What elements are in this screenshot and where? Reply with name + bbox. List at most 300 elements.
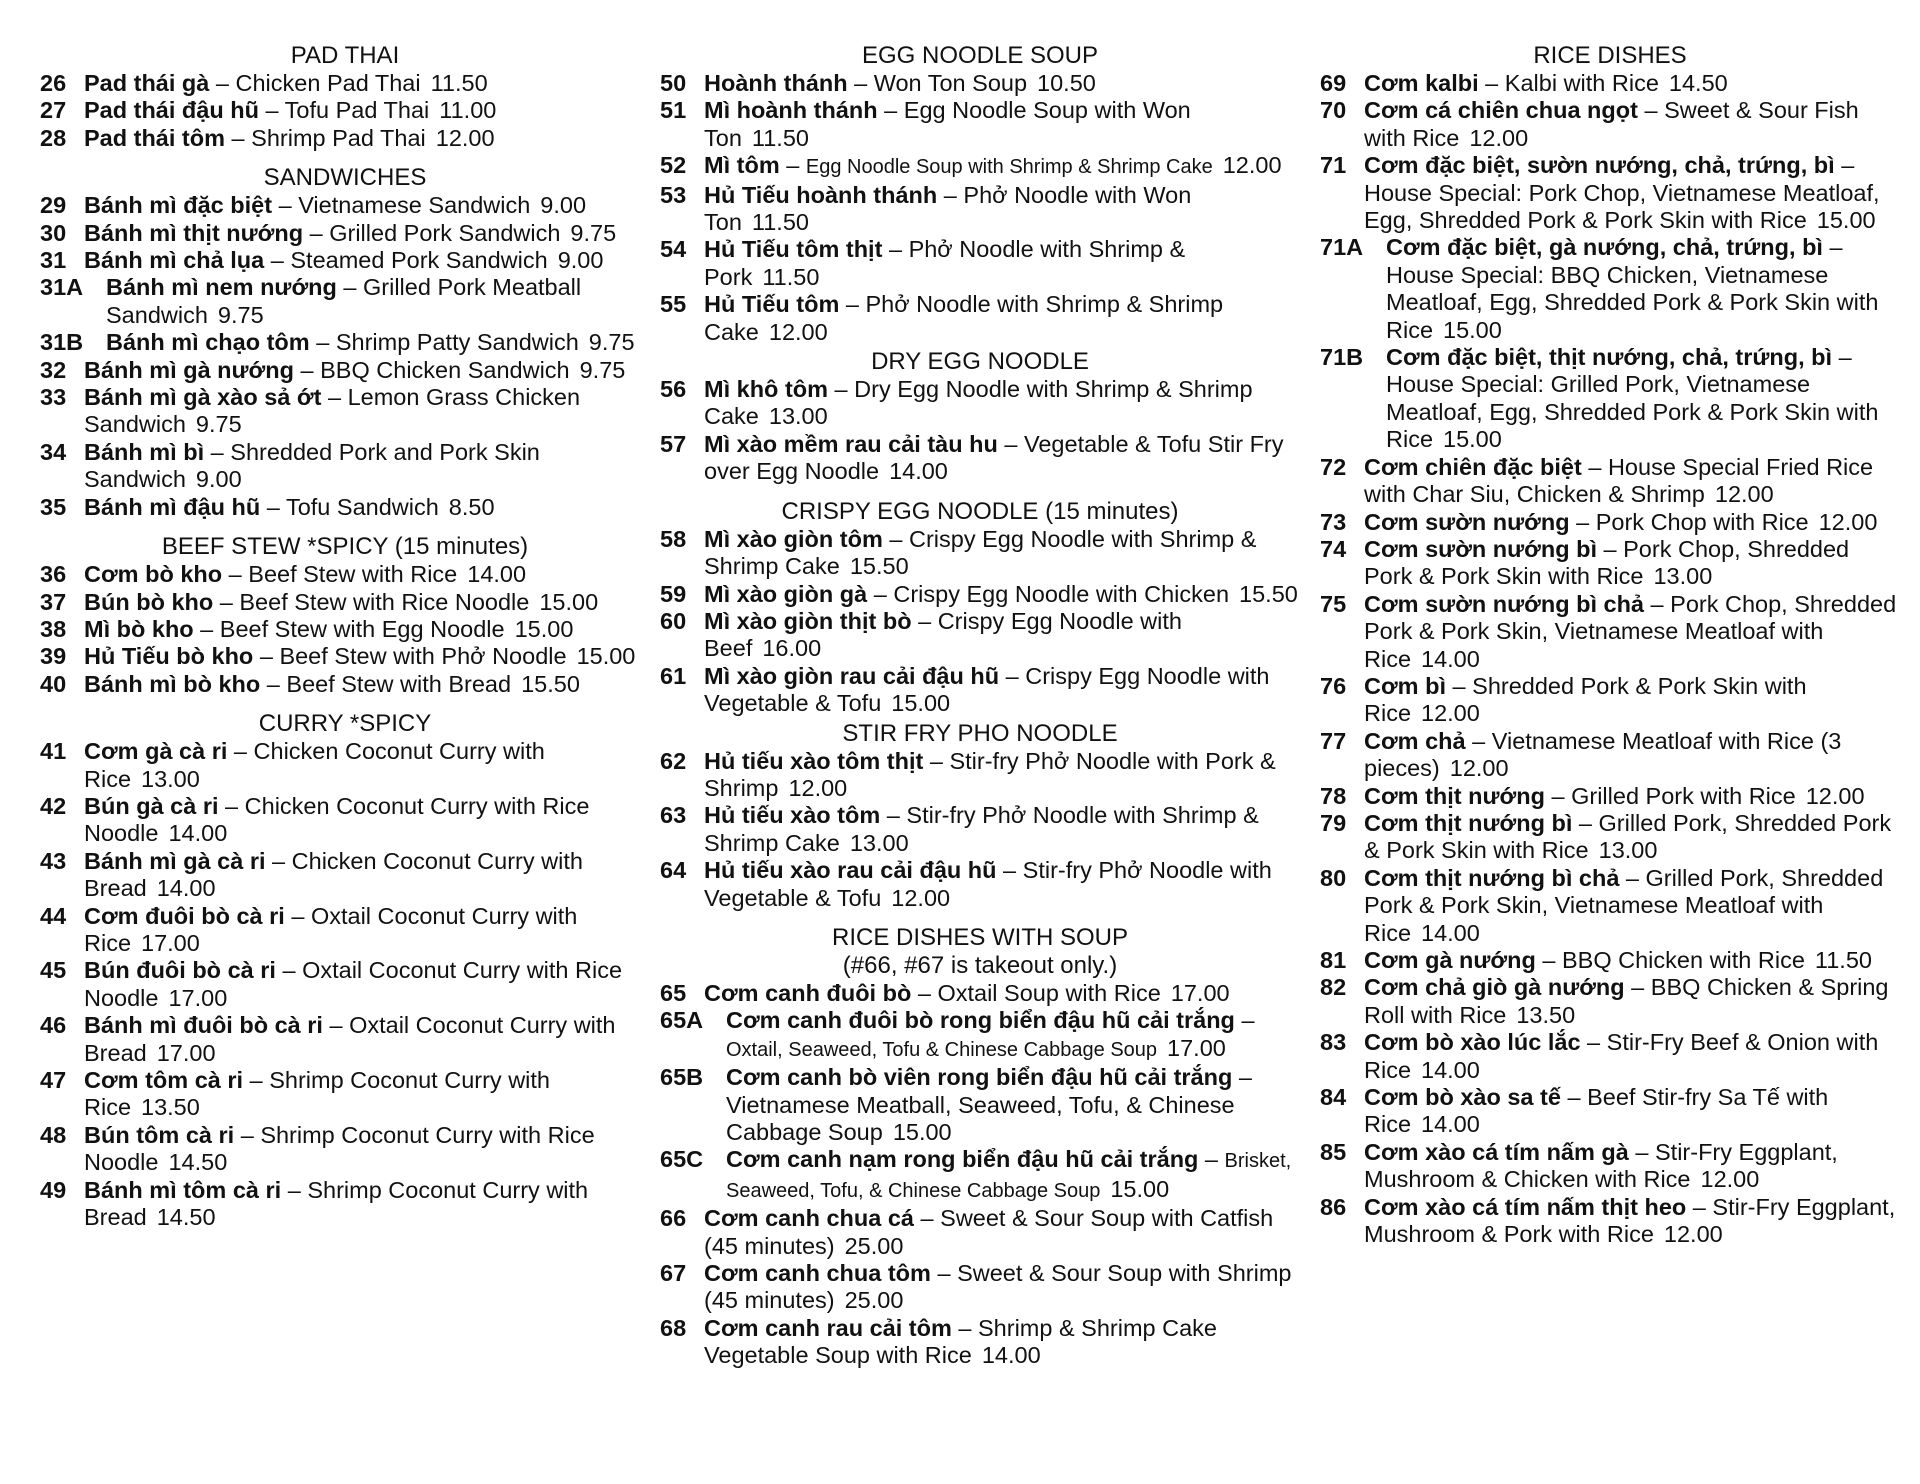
item-body: Mì xào giòn tôm – Crispy Egg Noodle with Shrimp & Shrimp Cake 15.50 [704, 525, 1257, 580]
item-vietnamese-name: Mì xào giòn tôm [704, 525, 883, 552]
item-price: 14.00 [1421, 645, 1480, 672]
item-body: Bún gà cà ri – Chicken Coconut Curry with Rice Noodle 14.00 [84, 792, 590, 847]
item-vietnamese-name: Bánh mì đuôi bò cà ri [84, 1012, 323, 1039]
item-number: 53 [660, 181, 687, 208]
menu-section [660, 348, 1300, 486]
item-body: Cơm cá chiên chua ngọt – Sweet & Sour Fish with Rice 12.00 [1364, 97, 1859, 151]
item-body: Cơm canh chua tôm – Sweet & Sour Soup with Shrimp (45 minutes) 25.00 [704, 1260, 1292, 1314]
item-price: 16.00 [762, 635, 822, 662]
item-body: Bánh mì thịt nướng – Grilled Pork Sandwich 9.75 [84, 219, 617, 246]
item-number: 83 [1320, 1029, 1347, 1056]
menu-item [660, 802, 1300, 857]
menu-item [1320, 536, 1900, 591]
item-number: 50 [660, 70, 687, 96]
item-vietnamese-name: Cơm thịt nướng [1364, 782, 1545, 809]
item-number: 80 [1320, 864, 1347, 891]
menu-item [660, 526, 1300, 581]
menu-item [40, 220, 650, 247]
menu-item [660, 1260, 1300, 1315]
item-description: Shredded Pork and Pork Skin Sandwich [84, 438, 540, 493]
item-number: 27 [40, 97, 67, 124]
item-number: 37 [40, 588, 67, 615]
item-description: Dry Egg Noodle with Shrimp & Shrimp Cake [704, 376, 1253, 430]
menu-section [40, 42, 650, 152]
menu-item [660, 980, 1300, 1007]
section-title: SANDWICHES [263, 164, 427, 192]
item-number: 32 [40, 356, 67, 383]
item-vietnamese-name: Cơm canh đuôi bò rong biển đậu hũ cải trắng [726, 1007, 1235, 1034]
item-number: 62 [660, 747, 687, 774]
item-description: Vietnamese Sandwich [298, 192, 531, 219]
menu-item [40, 738, 650, 793]
item-number: 44 [40, 902, 67, 929]
menu-item [40, 329, 650, 356]
item-description: Stir-Fry Eggplant, Mushroom & Pork with Rice [1364, 1193, 1896, 1248]
item-number: 70 [1320, 97, 1347, 124]
item-vietnamese-name: Cơm gà cà ri [84, 738, 228, 765]
item-price: 17.00 [168, 984, 228, 1011]
item-price: 11.50 [430, 70, 488, 96]
item-price: 14.50 [156, 1204, 216, 1231]
item-body: Cơm đặc biệt, sườn nướng, chả, trứng, bì – House Special: Pork Chop, Vietnamese Meatloaf, Egg, Shredded Pork & Pork Skin with Rice 15.00 [1364, 152, 1880, 234]
item-vietnamese-name: Mì xào giòn rau cải đậu hũ [704, 662, 1000, 689]
menu-item [40, 848, 650, 903]
item-description: Pork Chop with Rice [1595, 508, 1809, 535]
item-price: 9.75 [195, 411, 242, 438]
item-number: 42 [40, 792, 67, 819]
item-vietnamese-name: Bún gà cà ri [84, 792, 219, 819]
item-vietnamese-name: Mì hoành thánh [704, 97, 878, 124]
menu-item [40, 274, 650, 329]
item-vietnamese-name: Cơm canh bò viên rong biển đậu hũ cải trắng [726, 1064, 1233, 1091]
item-price: 12.00 [435, 124, 495, 151]
item-vietnamese-name: Mì bò kho [84, 615, 194, 642]
item-vietnamese-name: Bánh mì gà cà ri [84, 847, 266, 874]
item-number: 86 [1320, 1193, 1347, 1220]
item-price: 12.00 [1469, 124, 1529, 151]
item-body: Cơm chiên đặc biệt – House Special Fried Rice with Char Siu, Chicken & Shrimp 12.00 [1364, 453, 1874, 508]
item-vietnamese-name: Bánh mì bò kho [84, 670, 261, 697]
menu-item [1320, 97, 1900, 152]
item-body: Cơm chả – Vietnamese Meatloaf with Rice (3 pieces) 12.00 [1364, 727, 1842, 782]
item-vietnamese-name: Hủ tiếu xào tôm thịt [704, 747, 924, 774]
item-description: Beef Stir-fry Sa Tế with Rice [1364, 1084, 1829, 1138]
item-number: 67 [660, 1260, 687, 1287]
item-price: 15.00 [1443, 426, 1502, 453]
item-body: Hủ Tiếu bò kho – Beef Stew with Phở Noodle 15.00 [84, 643, 636, 670]
section-title: CURRY *SPICY [258, 710, 432, 738]
item-description: Crispy Egg Noodle with Chicken [893, 580, 1230, 607]
item-price: 15.00 [1816, 207, 1876, 234]
item-body: Mì tôm – Egg Noodle Soup with Shrimp & Shrimp Cake 12.00 [704, 152, 1282, 179]
menu-item [660, 431, 1300, 486]
item-body: Cơm bò xào lúc lắc – Stir-Fry Beef & Onion with Rice 14.00 [1364, 1029, 1879, 1083]
menu-item [40, 616, 650, 643]
item-number: 65A [660, 1007, 704, 1034]
item-price: 8.50 [448, 493, 495, 520]
item-number: 56 [660, 376, 687, 403]
item-body: Cơm canh đuôi bò – Oxtail Soup with Rice 17.00 [704, 979, 1230, 1006]
item-vietnamese-name: Hủ Tiếu tôm [704, 291, 840, 318]
item-number: 79 [1320, 809, 1347, 836]
item-price: 15.00 [891, 690, 951, 717]
item-description: House Special: Pork Chop, Vietnamese Meatloaf, Egg, Shredded Pork & Pork Skin with Rice [1364, 179, 1880, 234]
item-body: Mì xào giòn thịt bò – Crispy Egg Noodle with Beef 16.00 [704, 607, 1182, 662]
menu-section [660, 924, 1300, 1370]
item-body: Hủ Tiếu tôm thịt – Phở Noodle with Shrimp & Pork 11.50 [704, 236, 1186, 290]
menu-item [40, 957, 650, 1012]
item-price: 14.00 [889, 458, 948, 485]
item-description: Lemon Grass Chicken Sandwich [84, 384, 581, 438]
section-title: CRISPY EGG NOODLE (15 minutes) [781, 497, 1179, 525]
menu-item [660, 1146, 1300, 1205]
menu-item [660, 376, 1300, 431]
item-body: Cơm canh nạm rong biển đậu hũ cải trắng – Brisket, Seaweed, Tofu, & Chinese Cabbage Soup 15.00 [726, 1146, 1292, 1202]
item-description: Sweet & Sour Soup with Catfish (45 minutes) [704, 1205, 1274, 1259]
menu-item [660, 1315, 1300, 1370]
item-price: 9.75 [570, 219, 617, 246]
item-number: 35 [40, 493, 67, 520]
item-number: 49 [40, 1176, 67, 1203]
item-body: Bánh mì gà cà ri – Chicken Coconut Curry with Bread 14.00 [84, 847, 583, 902]
item-body: Cơm kalbi – Kalbi with Rice 14.50 [1364, 70, 1728, 96]
item-price: 15.50 [1239, 580, 1298, 607]
item-number: 31B [40, 329, 84, 356]
item-number: 63 [660, 802, 687, 829]
item-body: Bún đuôi bò cà ri – Oxtail Coconut Curry with Rice Noodle 17.00 [84, 957, 623, 1011]
item-body: Cơm xào cá tím nấm thịt heo – Stir-Fry Eggplant, Mushroom & Pork with Rice 12.00 [1364, 1193, 1896, 1248]
item-price: 14.00 [981, 1342, 1041, 1369]
item-body: Bánh mì bò kho – Beef Stew with Bread 15.50 [84, 670, 580, 697]
item-price: 15.00 [539, 588, 599, 615]
item-number: 51 [660, 97, 687, 124]
item-description: Crispy Egg Noodle with Beef [704, 607, 1182, 662]
item-body: Cơm thịt nướng bì chả – Grilled Pork, Shredded Pork & Pork Skin, Vietnamese Meatloaf with Rice 14.00 [1364, 864, 1884, 946]
menu-item [660, 1205, 1300, 1260]
menu-item [40, 671, 650, 698]
item-vietnamese-name: Cơm bò xào lúc lắc [1364, 1029, 1581, 1056]
item-price: 11.50 [751, 209, 809, 236]
item-vietnamese-name: Bánh mì tôm cà ri [84, 1176, 282, 1203]
item-body: Bánh mì bì – Shredded Pork and Pork Skin Sandwich 9.00 [84, 438, 540, 493]
item-description: Grilled Pork, Shredded Pork & Pork Skin with Rice [1364, 809, 1892, 864]
item-vietnamese-name: Bánh mì thịt nướng [84, 219, 304, 246]
item-price: 9.75 [579, 356, 626, 383]
item-body: Cơm xào cá tím nấm gà – Stir-Fry Eggplant, Mushroom & Chicken with Rice 12.00 [1364, 1138, 1838, 1193]
menu-item [40, 439, 650, 494]
item-vietnamese-name: Mì tôm [704, 152, 780, 179]
item-body: Hủ tiếu xào tôm thịt – Stir-fry Phở Noodle with Pork & Shrimp 12.00 [704, 747, 1276, 801]
item-number: 71A [1320, 234, 1364, 261]
item-vietnamese-name: Cơm xào cá tím nấm thịt heo [1364, 1193, 1687, 1220]
item-description: Phở Noodle with Won Ton [704, 181, 1192, 236]
item-number: 41 [40, 738, 67, 765]
section-subtitle: (#66, #67 is takeout only.) [842, 951, 1118, 979]
item-price: 13.00 [849, 829, 909, 856]
item-price: 12.00 [768, 318, 828, 345]
item-number: 71B [1320, 344, 1364, 371]
item-vietnamese-name: Cơm chiên đặc biệt [1364, 453, 1582, 480]
item-vietnamese-name: Bánh mì đậu hũ [84, 493, 261, 520]
menu-item [660, 1064, 1300, 1146]
item-vietnamese-name: Bánh mì bì [84, 438, 205, 465]
item-vietnamese-name: Cơm bì [1364, 672, 1446, 699]
item-body: Cơm bì – Shredded Pork & Pork Skin with Rice 12.00 [1364, 672, 1807, 727]
item-description: Oxtail Coconut Curry with Rice [84, 902, 578, 956]
item-price: 15.50 [521, 670, 580, 697]
menu-item [40, 247, 650, 274]
menu-item [1320, 454, 1900, 509]
item-body: Bánh mì đặc biệt – Vietnamese Sandwich 9.00 [84, 192, 587, 219]
menu-item [40, 97, 650, 124]
menu-section [660, 42, 1300, 346]
item-body: Bún tôm cà ri – Shrimp Coconut Curry with Rice Noodle 14.50 [84, 1121, 595, 1176]
item-price: 14.00 [156, 875, 216, 902]
item-vietnamese-name: Cơm bò kho [84, 561, 223, 588]
item-price: 25.00 [844, 1232, 904, 1259]
menu-item [40, 1177, 650, 1232]
item-vietnamese-name: Bún đuôi bò cà ri [84, 957, 276, 984]
item-vietnamese-name: Bún bò kho [84, 588, 214, 615]
item-vietnamese-name: Hủ Tiếu tôm thịt [704, 236, 883, 263]
item-body: Hủ tiếu xào rau cải đậu hũ – Stir-fry Phở Noodle with Vegetable & Tofu 12.00 [704, 857, 1272, 911]
item-price: 12.00 [788, 774, 848, 801]
menu-item [40, 1122, 650, 1177]
item-price: 13.00 [141, 765, 200, 792]
menu-item [40, 561, 650, 588]
item-vietnamese-name: Cơm xào cá tím nấm gà [1364, 1138, 1629, 1165]
section-title: PAD THAI [290, 42, 400, 69]
item-description: Chicken Coconut Curry with Rice Noodle [84, 792, 590, 847]
menu-item [1320, 1029, 1900, 1084]
menu-item [1320, 1084, 1900, 1139]
item-price: 13.00 [1653, 563, 1713, 590]
item-price: 9.00 [557, 247, 604, 274]
item-number: 58 [660, 525, 687, 552]
item-price: 11.50 [762, 263, 820, 290]
item-vietnamese-name: Cơm sườn nướng bì [1364, 535, 1597, 562]
item-description: Pork Chop, Shredded Pork & Pork Skin with Rice [1364, 535, 1850, 590]
menu-item [40, 357, 650, 384]
item-price: 12.00 [1222, 152, 1282, 179]
item-vietnamese-name: Cơm đặc biệt, thịt nướng, chả, trứng, bì [1386, 344, 1833, 371]
menu-item [660, 236, 1300, 291]
section-title: STIR FRY PHO NOODLE [842, 719, 1118, 747]
menu-item [1320, 947, 1900, 974]
item-description: Brisket, Seaweed, Tofu, & Chinese Cabbage Soup [726, 1150, 1292, 1202]
item-body: Cơm sườn nướng bì chả – Pork Chop, Shredded Pork & Pork Skin, Vietnamese Meatloaf with Rice 14.00 [1364, 590, 1897, 672]
item-body: Pad thái đậu hũ – Tofu Pad Thai 11.00 [84, 97, 497, 124]
item-price: 10.50 [1037, 70, 1096, 96]
item-number: 66 [660, 1205, 687, 1232]
item-description: Phở Noodle with Shrimp & Pork [704, 236, 1186, 290]
item-price: 13.00 [768, 403, 828, 430]
item-number: 81 [1320, 947, 1347, 973]
item-vietnamese-name: Cơm chả [1364, 727, 1466, 754]
item-number: 36 [40, 561, 67, 588]
item-description: Oxtail Soup with Rice [937, 979, 1161, 1006]
menu-item [660, 857, 1300, 912]
menu-item [1320, 591, 1900, 673]
item-vietnamese-name: Bánh mì nem nướng [106, 274, 337, 301]
item-number: 84 [1320, 1084, 1347, 1111]
item-vietnamese-name: Cơm tôm cà ri [84, 1067, 244, 1093]
menu-item [660, 291, 1300, 346]
item-vietnamese-name: Cơm kalbi [1364, 70, 1479, 96]
item-vietnamese-name: Mì xào giòn thịt bò [704, 607, 912, 634]
item-description: House Special: BBQ Chicken, Vietnamese Meatloaf, Egg, Shredded Pork & Pork Skin with Rice [1386, 261, 1879, 343]
item-body: Hủ Tiếu tôm – Phở Noodle with Shrimp & Shrimp Cake 12.00 [704, 291, 1224, 345]
item-description: Shrimp Pad Thai [251, 124, 426, 151]
item-description: Shrimp Coconut Curry with Bread [84, 1176, 589, 1231]
item-body: Mì xào giòn gà – Crispy Egg Noodle with Chicken 15.50 [704, 580, 1298, 607]
item-description: Oxtail Coconut Curry with Bread [84, 1012, 616, 1066]
menu-item [40, 589, 650, 616]
item-description: Tofu Pad Thai [284, 97, 430, 124]
menu-item [40, 1067, 650, 1122]
menu-item [660, 1007, 1300, 1064]
item-body: Bún bò kho – Beef Stew with Rice Noodle 15.00 [84, 588, 599, 615]
item-price: 17.00 [1167, 1034, 1226, 1061]
menu-item [40, 125, 650, 152]
section-title: EGG NOODLE SOUP [861, 42, 1099, 69]
item-price: 12.00 [1805, 782, 1865, 809]
item-body: Mì xào giòn rau cải đậu hũ – Crispy Egg Noodle with Vegetable & Tofu 15.00 [704, 662, 1270, 717]
item-body: Mì hoành thánh – Egg Noodle Soup with Won Ton 11.50 [704, 97, 1191, 151]
item-number: 31 [40, 247, 67, 274]
item-description: Pork Chop, Shredded Pork & Pork Skin, Vietnamese Meatloaf with Rice [1364, 590, 1897, 672]
item-description: BBQ Chicken Sandwich [320, 356, 570, 383]
menu-item [1320, 974, 1900, 1029]
item-price: 9.75 [217, 301, 264, 328]
item-description: Chicken Coconut Curry with Rice [84, 738, 545, 792]
item-vietnamese-name: Hủ tiếu xào rau cải đậu hũ [704, 857, 997, 884]
menu-item [1320, 673, 1900, 728]
item-price: 11.00 [439, 97, 497, 124]
item-body: Cơm sườn nướng – Pork Chop with Rice 12.00 [1364, 508, 1878, 535]
item-number: 40 [40, 670, 67, 697]
item-number: 74 [1320, 535, 1347, 562]
item-price: 15.00 [1443, 316, 1502, 343]
item-body: Cơm thịt nướng bì – Grilled Pork, Shredded Pork & Pork Skin with Rice 13.00 [1364, 809, 1892, 864]
menu-section [1320, 42, 1900, 1248]
item-price: 9.00 [540, 192, 587, 219]
item-description: Oxtail, Seaweed, Tofu & Chinese Cabbage Soup [726, 1038, 1158, 1061]
item-vietnamese-name: Cơm thịt nướng bì [1364, 809, 1573, 836]
item-price: 12.00 [1449, 755, 1509, 782]
item-price: 14.50 [1668, 70, 1728, 96]
item-description: Stir-fry Phở Noodle with Vegetable & Tofu [704, 857, 1272, 911]
item-description: Stir-fry Phở Noodle with Shrimp & Shrimp Cake [704, 802, 1259, 856]
item-vietnamese-name: Bún tôm cà ri [84, 1121, 235, 1148]
item-number: 39 [40, 643, 67, 670]
item-number: 72 [1320, 453, 1347, 480]
item-vietnamese-name: Bánh mì chạo tôm [106, 329, 310, 356]
section-title: DRY EGG NOODLE [871, 348, 1089, 376]
item-price: 17.00 [156, 1039, 216, 1066]
menu-item [1320, 152, 1900, 234]
item-price: 17.00 [141, 929, 200, 956]
item-description: Crispy Egg Noodle with Shrimp & Shrimp Cake [704, 525, 1257, 580]
item-body: Cơm bò xào sa tế – Beef Stir-fry Sa Tế with Rice 14.00 [1364, 1084, 1829, 1138]
item-description: Vietnamese Meatball, Seaweed, Tofu, & Chinese Cabbage Soup [726, 1091, 1235, 1145]
item-vietnamese-name: Cơm canh chua cá [704, 1205, 914, 1232]
item-description: Shrimp Patty Sandwich [335, 329, 579, 356]
item-vietnamese-name: Bánh mì gà nướng [84, 356, 294, 383]
item-body: Mì xào mềm rau cải tàu hu – Vegetable & Tofu Stir Fry over Egg Noodle 14.00 [704, 430, 1284, 485]
item-number: 65B [660, 1064, 704, 1091]
menu-item [1320, 810, 1900, 865]
item-body: Pad thái tôm – Shrimp Pad Thai 12.00 [84, 124, 495, 151]
item-description: Grilled Pork Sandwich [329, 219, 561, 246]
item-number: 71 [1320, 152, 1347, 179]
menu-item [1320, 234, 1900, 344]
item-body: Cơm đuôi bò cà ri – Oxtail Coconut Curry with Rice 17.00 [84, 902, 578, 956]
item-number: 47 [40, 1067, 67, 1093]
item-description: Beef Stew with Bread [286, 670, 512, 697]
menu-item [1320, 344, 1900, 454]
item-price: 14.00 [1421, 1111, 1480, 1138]
item-description: Sweet & Sour Soup with Shrimp (45 minutes) [704, 1260, 1292, 1314]
menu-section [40, 710, 650, 1231]
item-number: 78 [1320, 782, 1347, 809]
menu-item [660, 182, 1300, 237]
item-price: 14.00 [467, 561, 527, 588]
item-description: Egg Noodle Soup with Won Ton [704, 97, 1191, 151]
item-price: 25.00 [844, 1287, 904, 1314]
menu-item [40, 384, 650, 439]
item-vietnamese-name: Cơm canh đuôi bò [704, 979, 912, 1006]
menu-item [40, 192, 650, 219]
item-body: Cơm chả giò gà nướng – BBQ Chicken & Spring Roll with Rice 13.50 [1364, 974, 1889, 1028]
item-price: 12.00 [1663, 1221, 1723, 1248]
item-price: 17.00 [1170, 979, 1230, 1006]
item-body: Cơm canh chua cá – Sweet & Sour Soup with Catfish (45 minutes) 25.00 [704, 1205, 1274, 1259]
item-vietnamese-name: Cơm canh chua tôm [704, 1260, 931, 1287]
item-number: 64 [660, 857, 687, 884]
item-vietnamese-name: Cơm thịt nướng bì chả [1364, 864, 1620, 891]
item-description: BBQ Chicken with Rice [1561, 947, 1805, 973]
item-body: Cơm đặc biệt, thịt nướng, chả, trứng, bì – House Special: Grilled Pork, Vietnamese Meatloaf, Egg, Shredded Pork & Pork Skin with Rice 15.00 [1386, 344, 1879, 453]
item-description: Chicken Coconut Curry with Bread [84, 847, 583, 902]
item-number: 31A [40, 274, 84, 301]
item-vietnamese-name: Hủ tiếu xào tôm [704, 802, 881, 829]
item-vietnamese-name: Bánh mì đặc biệt [84, 192, 273, 219]
item-description: Sweet & Sour Fish with Rice [1364, 97, 1859, 151]
item-description: Kalbi with Rice [1504, 70, 1659, 96]
item-body: Bánh mì đậu hũ – Tofu Sandwich 8.50 [84, 493, 495, 520]
item-body: Cơm canh bò viên rong biển đậu hũ cải trắng – Vietnamese Meatball, Seaweed, Tofu, & Chinese Cabbage Soup 15.00 [726, 1064, 1252, 1145]
item-price: 15.50 [849, 553, 909, 580]
item-vietnamese-name: Cơm gà nướng [1364, 947, 1536, 973]
section-title: BEEF STEW *SPICY (15 minutes) [161, 533, 529, 561]
item-body: Cơm sườn nướng bì – Pork Chop, Shredded Pork & Pork Skin with Rice 13.00 [1364, 535, 1850, 590]
menu-section [40, 164, 650, 521]
item-number: 55 [660, 291, 687, 318]
item-body: Hủ tiếu xào tôm – Stir-fry Phở Noodle with Shrimp & Shrimp Cake 13.00 [704, 802, 1259, 856]
menu-item [1320, 728, 1900, 783]
item-body: Bánh mì gà xào sả ớt – Lemon Grass Chicken Sandwich 9.75 [84, 384, 581, 438]
item-body: Cơm tôm cà ri – Shrimp Coconut Curry with Rice 13.50 [84, 1067, 550, 1121]
item-number: 38 [40, 615, 67, 642]
item-body: Bánh mì chạo tôm – Shrimp Patty Sandwich 9.75 [106, 329, 635, 356]
section-title: RICE DISHES [1533, 42, 1687, 69]
item-body: Bánh mì chả lụa – Steamed Pork Sandwich 9.00 [84, 247, 604, 274]
item-price: 12.00 [891, 884, 951, 911]
item-body: Hủ Tiếu hoành thánh – Phở Noodle with Won Ton 11.50 [704, 181, 1192, 236]
item-vietnamese-name: Cơm sườn nướng [1364, 508, 1570, 535]
item-number: 28 [40, 124, 67, 151]
